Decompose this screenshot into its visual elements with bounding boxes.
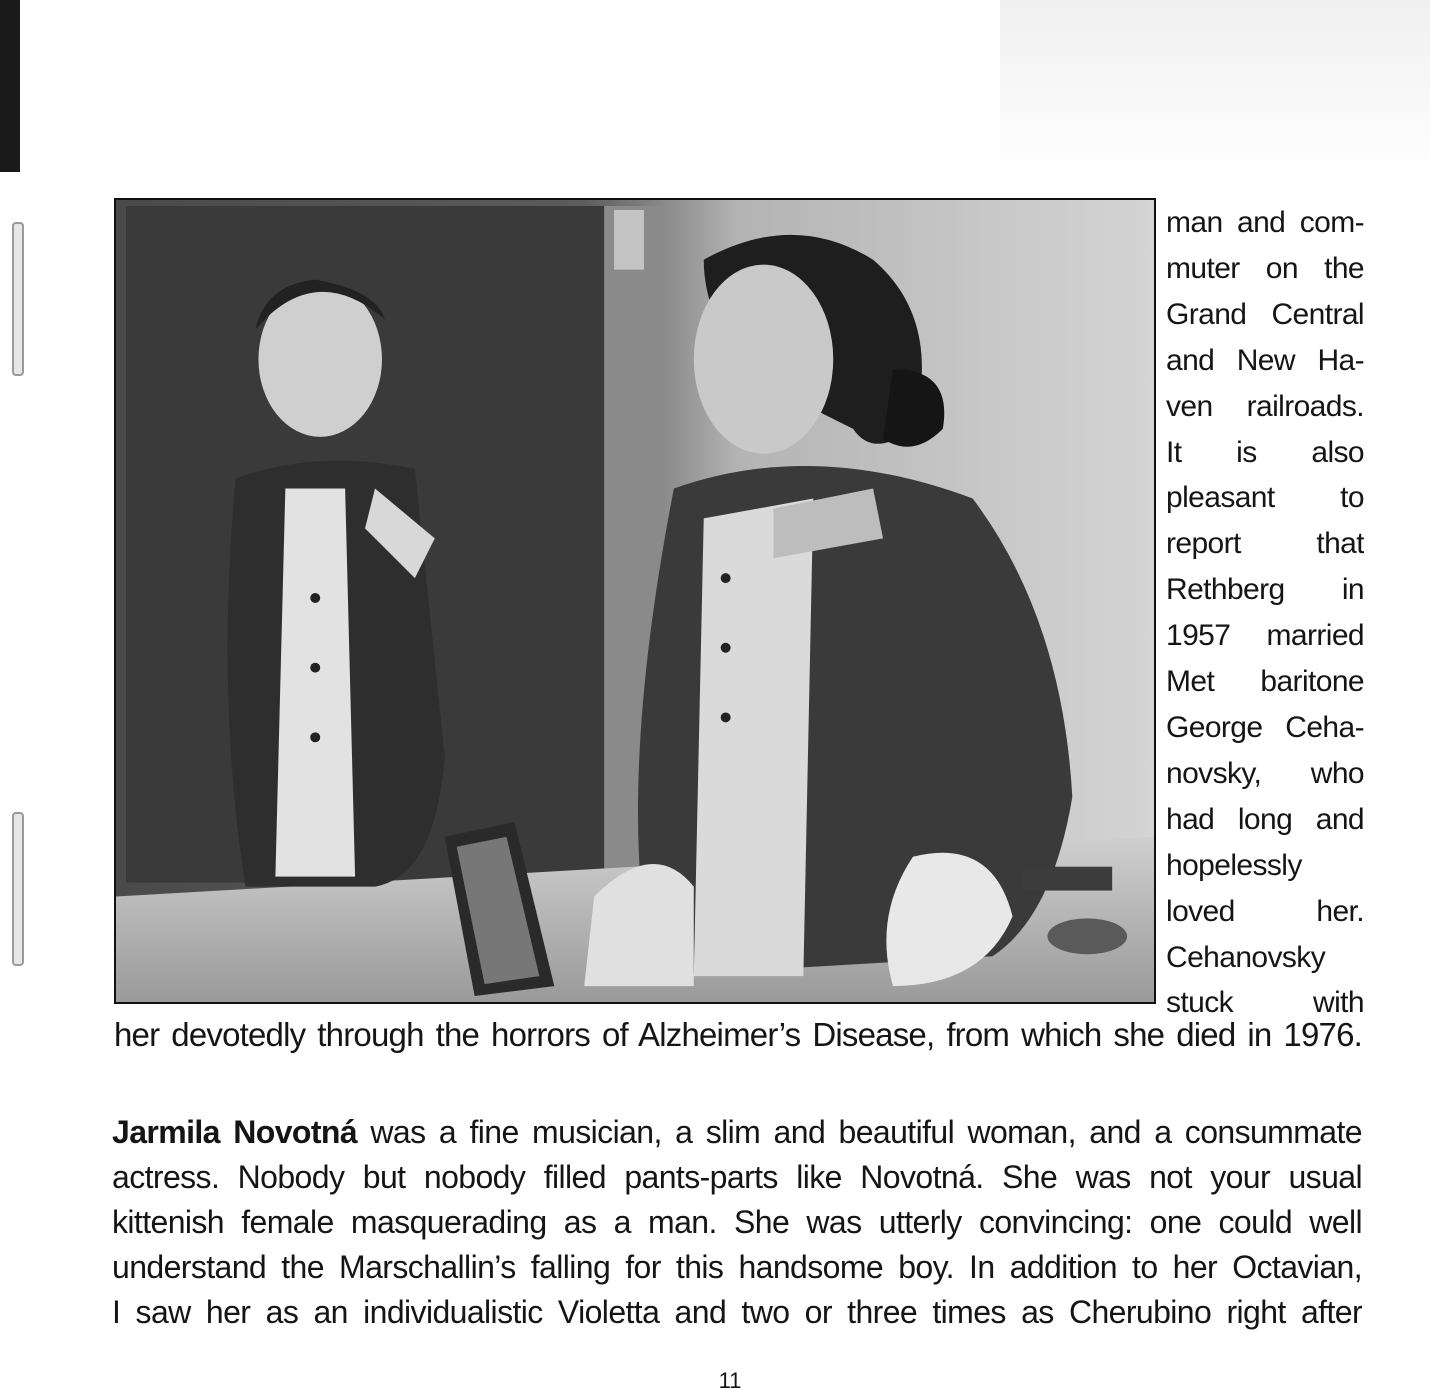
- column-line: report that: [1166, 527, 1364, 561]
- binding-staple-1: [12, 222, 24, 376]
- page-edge-shadow: [0, 0, 20, 172]
- column-line: man and com-: [1166, 206, 1364, 239]
- scan-shading: [1000, 0, 1430, 180]
- paragraph-line: understand the Marschallin’s falling for this handsome boy. In addition to her Octavian,: [112, 1249, 1362, 1285]
- column-line: pleasant to: [1166, 481, 1364, 515]
- paragraph-line: I saw her as an individualistic Violetta and two or three times as Cherubino right after: [112, 1294, 1362, 1330]
- binding-staple-2: [12, 812, 24, 966]
- novotna-paragraph: [112, 1110, 1362, 1335]
- paragraph-line: kittenish female masquerading as a man. She was utterly convincing: one could well: [112, 1204, 1362, 1240]
- photo-side-text-column: [1166, 200, 1364, 1026]
- column-line: George Ceha-: [1166, 710, 1364, 744]
- column-line: Met baritone: [1166, 665, 1364, 699]
- column-line: had long and: [1166, 802, 1364, 836]
- first-line-text: was a fine musician, a slim and beautiful woman, and a consummate: [357, 1114, 1362, 1150]
- column-line: Cehanovsky: [1166, 940, 1326, 974]
- column-line: and New Ha-: [1166, 343, 1364, 377]
- column-line: hopelessly: [1166, 848, 1302, 882]
- photo-illustration: [116, 200, 1154, 1002]
- column-line: muter on the: [1166, 251, 1364, 285]
- photo-two-singers-mirror: [114, 198, 1156, 1004]
- column-line: ven railroads.: [1166, 389, 1364, 423]
- column-line: novsky, who: [1166, 756, 1364, 790]
- column-line: loved her.: [1166, 894, 1364, 928]
- paragraph-line: actress. Nobody but nobody filled pants-parts like Novotná. She was not your usual: [112, 1159, 1362, 1195]
- column-line: Rethberg in: [1166, 573, 1364, 607]
- column-line: It is also: [1166, 435, 1364, 469]
- full-width-text-line: her devotedly through the horrors of Alzheimer’s Disease, from which she died in 1976.: [114, 1016, 1362, 1053]
- page-number: 11: [718, 1368, 742, 1388]
- column-line: Grand Central: [1166, 297, 1364, 331]
- person-name-bold: Jarmila Novotná: [112, 1114, 358, 1150]
- paragraph-first-line: [112, 1110, 1362, 1155]
- column-line: stuck with: [1166, 986, 1364, 1020]
- column-line: 1957 married: [1166, 619, 1364, 653]
